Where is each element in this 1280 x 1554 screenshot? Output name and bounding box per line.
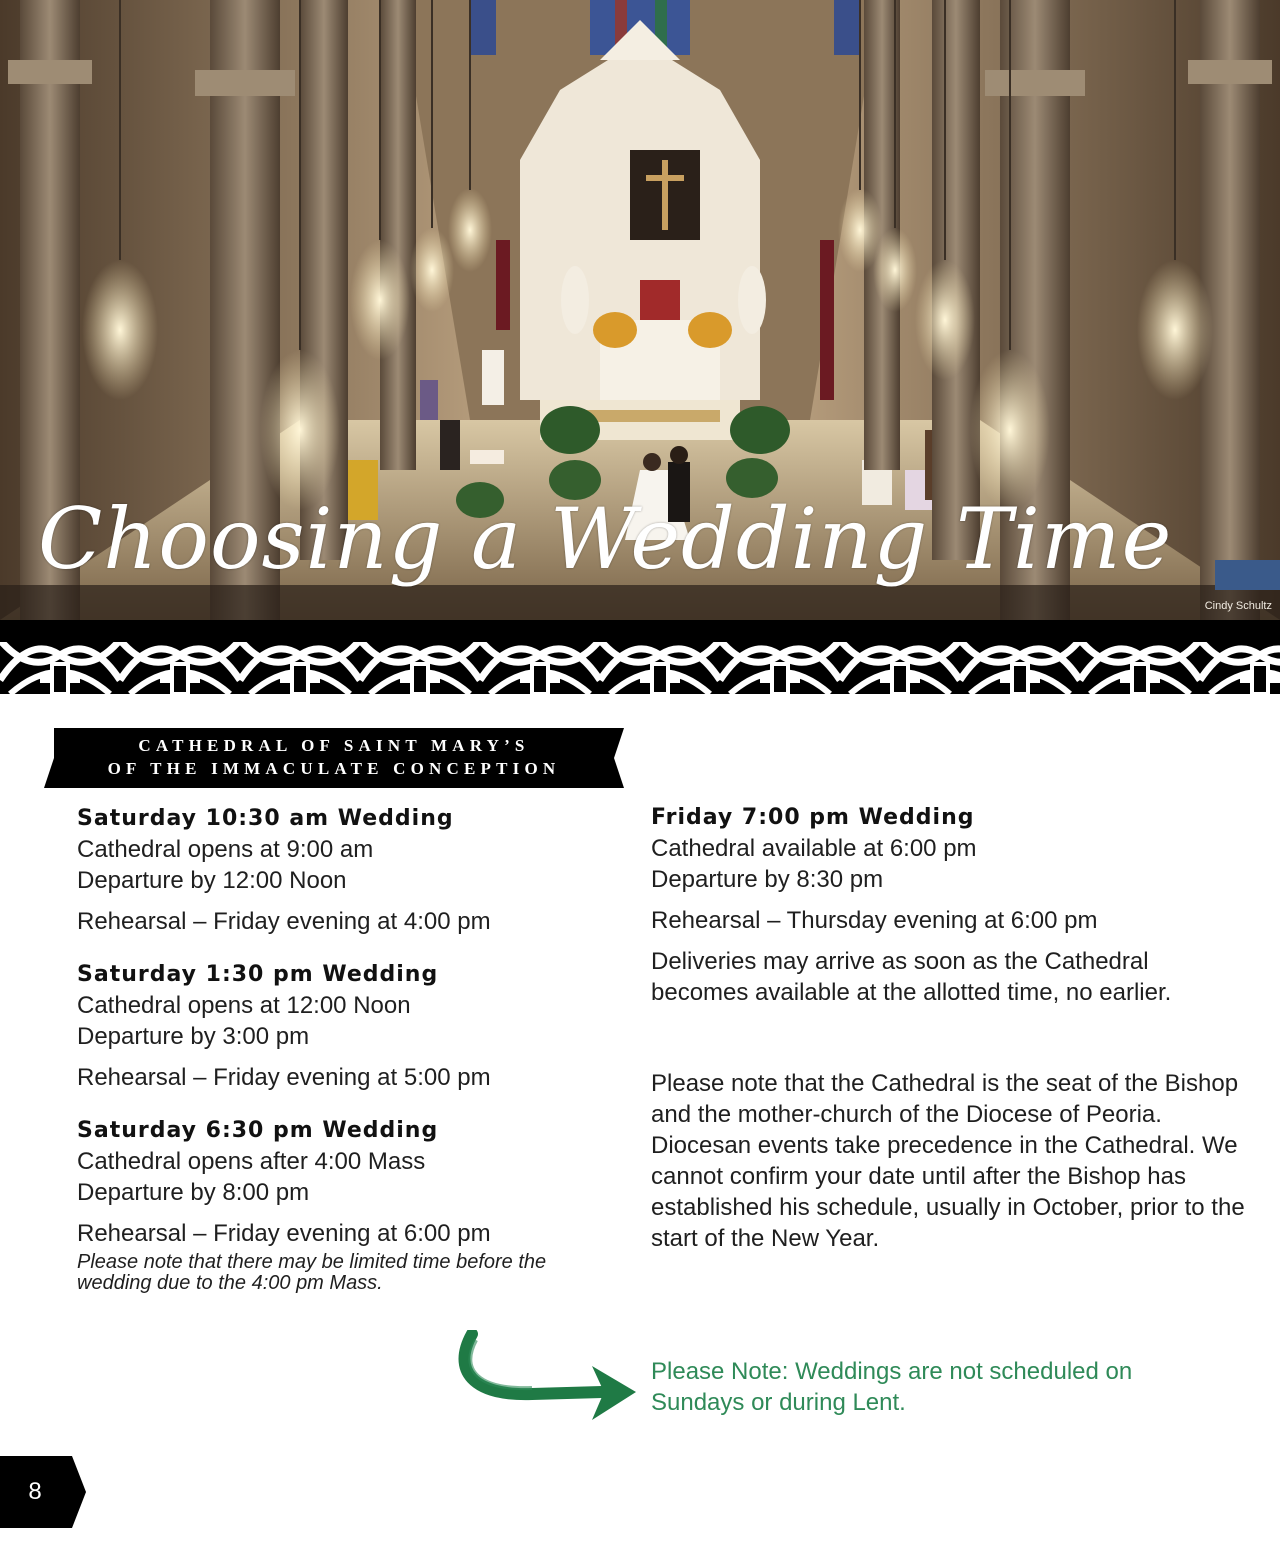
schedule-line: Cathedral available at 6:00 pm xyxy=(651,835,977,862)
schedule-line: Departure by 3:00 pm xyxy=(77,1023,310,1050)
schedule-heading: Saturday 10:30 am Wedding xyxy=(77,806,454,831)
curved-arrow-icon xyxy=(452,1330,642,1430)
page-title: Choosing a Wedding Time xyxy=(38,490,1173,588)
schedule-line: Departure by 8:00 pm xyxy=(77,1179,310,1206)
hero-photo xyxy=(0,0,1280,620)
schedule-line: Cathedral opens after 4:00 Mass xyxy=(77,1148,426,1175)
rehearsal-line: Rehearsal – Friday evening at 5:00 pm xyxy=(77,1064,491,1091)
schedule-heading: Saturday 1:30 pm Wedding xyxy=(77,962,439,987)
rehearsal-line: Rehearsal – Friday evening at 6:00 pm xyxy=(77,1220,491,1247)
decorative-pattern-band xyxy=(0,620,1280,694)
bishop-schedule-paragraph: Please note that the Cathedral is the seat of the Bishop and the mother-church of the Diocese of Peoria. Diocesan events take precedence in the Cathedral. We cannot confirm your date until after the Bishop has established his schedule, usually in October, prior to the start of the New Year. xyxy=(651,1070,1245,1252)
page-number: 8 xyxy=(28,1478,42,1505)
rehearsal-line: Rehearsal – Friday evening at 4:00 pm xyxy=(77,908,491,935)
rehearsal-line: Rehearsal – Thursday evening at 6:00 pm xyxy=(651,907,1098,934)
deliveries-paragraph: Deliveries may arrive as soon as the Cathedral becomes available at the allotted time, no earlier. xyxy=(651,948,1172,1006)
lattice-pattern xyxy=(0,620,1280,694)
schedule-block-saturday-630 xyxy=(77,1115,597,1294)
schedule-heading: Friday 7:00 pm Wedding xyxy=(651,805,975,830)
lent-sunday-note: Please Note: Weddings are not scheduled on Sundays or during Lent. xyxy=(651,1358,1133,1416)
banner-title-line-1: CATHEDRAL OF SAINT MARY’S xyxy=(138,736,530,755)
schedule-line: Cathedral opens at 9:00 am xyxy=(77,836,374,863)
schedule-heading: Saturday 6:30 pm Wedding xyxy=(77,1118,439,1143)
page-number-tab xyxy=(0,1456,86,1528)
photo-credit: Cindy Schultz xyxy=(1204,600,1272,612)
schedule-block-friday-700 xyxy=(651,802,1251,936)
schedule-block-saturday-1030 xyxy=(77,803,597,937)
schedule-line: Cathedral opens at 12:00 Noon xyxy=(77,992,411,1019)
mass-time-note: Please note that there may be limited time before the wedding due to the 4:00 pm Mass. xyxy=(77,1251,547,1294)
schedule-line: Departure by 8:30 pm xyxy=(651,866,884,893)
banner-title-line-2: OF THE IMMACULATE CONCEPTION xyxy=(107,759,561,778)
schedule-line: Departure by 12:00 Noon xyxy=(77,867,347,894)
section-banner xyxy=(44,728,624,788)
right-column xyxy=(651,802,1251,1254)
schedule-block-saturday-130 xyxy=(77,959,597,1093)
left-column xyxy=(77,803,597,1316)
